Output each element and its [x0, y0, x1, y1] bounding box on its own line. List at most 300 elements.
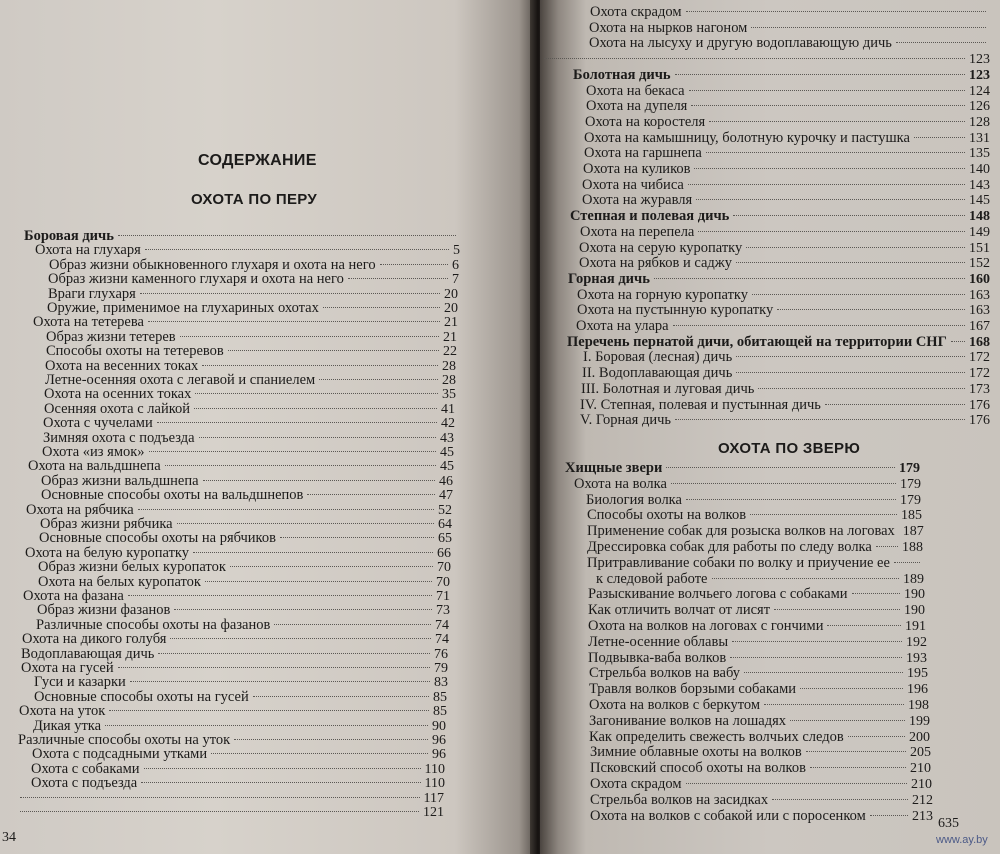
toc-page-number: 148 [969, 209, 990, 225]
toc-page-number: 46 [439, 473, 453, 489]
toc-page-number: 52 [438, 502, 452, 518]
toc-page-number: 20 [444, 301, 458, 316]
toc-entry [577, 287, 990, 304]
dot-leader [800, 688, 903, 689]
dot-leader [746, 247, 965, 248]
dot-leader [675, 74, 965, 75]
toc-entry-title: Охота на фазана [23, 588, 124, 604]
toc-entry-title: Охота на журавля [582, 192, 693, 209]
dot-leader [686, 11, 987, 12]
toc-page-number: 65 [438, 531, 452, 547]
toc-page-number: 74 [435, 617, 449, 633]
toc-entry [583, 349, 990, 366]
toc-entry [585, 114, 990, 131]
toc-entry-title: Образ жизни обыкновенного глухаря и охота на него [49, 256, 376, 273]
dot-leader [319, 379, 438, 380]
dot-leader [230, 566, 433, 567]
toc-entry [586, 83, 990, 100]
toc-page-number: 96 [432, 733, 446, 748]
toc-entry [579, 255, 990, 272]
toc-entry [589, 697, 929, 714]
toc-entry-title: Охота на волков с беркутом [589, 697, 761, 713]
dot-leader [694, 168, 965, 169]
toc-page-number: 28 [442, 373, 456, 388]
dot-leader [896, 42, 986, 43]
toc-entry [590, 808, 933, 825]
dot-leader [170, 638, 431, 639]
toc-page-number: 131 [969, 130, 990, 146]
toc-entry [596, 571, 924, 588]
dot-leader [712, 578, 900, 579]
toc-page-number: 212 [912, 792, 933, 808]
toc-entry-title: Дикая утка [33, 717, 102, 734]
toc-page-number: 200 [909, 729, 930, 745]
toc-entry [584, 130, 990, 147]
toc-entry-title: Охота скрадом [590, 776, 682, 792]
toc-entry-title: Перечень пернатой дичи, обитающей на территории СНГ [567, 333, 947, 350]
toc-entry-title: Разыскивание волчьего логова с собаками [588, 586, 848, 603]
toc-entry [16, 804, 444, 821]
dot-leader [686, 499, 896, 500]
toc-page-number: 47 [439, 488, 453, 504]
toc-entry [580, 412, 990, 429]
toc-page-number: 189 [903, 571, 924, 587]
toc-entry-title: Охота на рябчика [26, 501, 134, 518]
toc-entry [576, 318, 990, 335]
dot-leader [827, 625, 901, 626]
toc-entry [584, 145, 990, 162]
toc-page-number: 205 [910, 745, 931, 761]
toc-page-number: 123 [969, 52, 990, 68]
toc-entry-title: Образ жизни тетерев [46, 328, 176, 345]
toc-entry-title: Зимние облавные охоты на волков [590, 744, 802, 761]
dot-leader [180, 336, 439, 337]
dot-leader [348, 278, 448, 279]
toc-entry [582, 177, 990, 194]
toc-page-number: 117 [423, 790, 444, 806]
toc-entry-title: Охота на серую куропатку [579, 239, 743, 256]
toc-category [568, 271, 990, 288]
toc-entry [589, 729, 930, 746]
toc-entry-title: Биология волка [586, 491, 682, 508]
toc-entry [583, 161, 990, 178]
toc-entry-title: Охота с собаками [31, 760, 140, 777]
toc-entry [587, 555, 924, 572]
toc-page-number: 198 [908, 698, 929, 713]
dot-leader [825, 404, 965, 405]
toc-entry-title: Псковский способ охоты на волков [590, 760, 806, 777]
toc-entry [540, 51, 990, 68]
toc-page-number: 126 [969, 99, 990, 115]
toc-page-number: 167 [969, 319, 990, 334]
toc-entry-title: Охота на дупеля [586, 98, 688, 115]
toc-entry-title: Летне-осенняя охота с легавой и спаниелем [45, 372, 316, 388]
toc-entry [589, 713, 930, 730]
toc-page-number: 22 [443, 344, 457, 360]
toc-entry-title: Подвывка-ваба волков [588, 649, 727, 666]
toc-page-number: 179 [899, 461, 920, 476]
toc-entry-title: Охота на лысуху и другую водоплавающую дичь [589, 35, 892, 52]
dot-leader [158, 653, 430, 654]
toc-page-number: 7 [452, 272, 459, 288]
toc-page-number: 152 [969, 256, 990, 272]
dot-leader [730, 657, 902, 658]
toc-entry-title: Степная и полевая дичь [570, 208, 730, 225]
toc-page-number: 20 [444, 286, 458, 302]
toc-entry-title: Охота с подъезда [31, 775, 138, 792]
section-heading-beast: ОХОТА ПО ЗВЕРЮ [718, 440, 861, 457]
toc-page-number: 163 [969, 287, 990, 303]
dot-leader [706, 152, 965, 153]
toc-page-number: 172 [969, 350, 990, 366]
toc-page-number: 74 [435, 632, 449, 648]
toc-entry [588, 618, 926, 635]
dot-leader [141, 782, 420, 783]
toc-page-number: 70 [437, 560, 451, 576]
dot-leader [380, 264, 448, 265]
toc-page-number: 66 [437, 545, 451, 561]
toc-entry [590, 792, 933, 809]
dot-leader [157, 422, 437, 423]
toc-entry [577, 302, 990, 319]
toc-entry-title: Боровая дичь [24, 228, 114, 244]
dot-leader [138, 509, 434, 510]
toc-entry-title: Охота на улара [576, 318, 669, 334]
toc-page-number: 76 [434, 646, 448, 662]
toc-entry-title: Враги глухаря [48, 285, 136, 302]
toc-entry-title: Охота на чибиса [582, 176, 684, 193]
toc-entry-title: Охота на гаршнепа [584, 145, 702, 162]
dot-leader [666, 467, 895, 468]
toc-entry [590, 776, 932, 793]
toc-entry-title: Охота на весенних токах [45, 357, 199, 374]
toc-page-number: 123 [969, 67, 990, 83]
toc-page-number: 135 [969, 146, 990, 162]
toc-entry-title: к следовой работе [596, 570, 708, 587]
toc-entry-title: Охота на нырков нагоном [589, 19, 748, 36]
dot-leader [696, 199, 965, 200]
toc-entry [587, 523, 922, 540]
dot-leader [228, 350, 439, 351]
dot-leader [274, 624, 431, 625]
dot-leader [852, 593, 900, 594]
toc-page-number: 168 [969, 334, 990, 350]
toc-page-number: 45 [440, 459, 454, 475]
toc-entry-title: Охота на тетерева [33, 314, 144, 331]
toc-entry [587, 507, 922, 524]
toc-entry-title: III. Болотная и луговая дичь [581, 380, 755, 397]
toc-entry-title: Охота на волка [574, 475, 667, 492]
toc-page-number: 199 [909, 713, 930, 729]
page-number-right: 635 [938, 816, 959, 831]
toc-entry [589, 35, 990, 52]
toc-entry-title: Травля волков борзыми собаками [589, 681, 797, 698]
toc-entry-title: Как отличить волчат от лисят [588, 602, 771, 619]
toc-entry [588, 650, 927, 667]
dot-leader [686, 783, 908, 784]
toc-page-number: 71 [436, 589, 450, 604]
dot-leader [751, 27, 986, 28]
toc-page-number: 210 [911, 777, 932, 792]
toc-page-number: 190 [904, 603, 925, 619]
toc-entry-title: Болотная дичь [573, 66, 671, 83]
dot-leader [20, 797, 420, 798]
dot-leader [280, 537, 434, 538]
toc-entry [580, 224, 990, 241]
toc-entry [574, 476, 921, 493]
dot-leader [211, 753, 428, 754]
right-page [540, 0, 1000, 854]
dot-leader [253, 696, 429, 697]
toc-page-number: 64 [438, 517, 452, 532]
toc-page-number: 151 [969, 240, 990, 256]
toc-page-number: 172 [969, 366, 990, 382]
toc-entry-title: Охота на осенних токах [44, 386, 192, 403]
toc-page-number: 85 [433, 689, 447, 705]
dot-leader [689, 90, 965, 91]
dot-leader [790, 720, 905, 721]
toc-entry-title: Различные способы охоты на фазанов [36, 616, 271, 633]
dot-leader [870, 815, 908, 816]
toc-entry [590, 744, 931, 761]
dot-leader [673, 325, 965, 326]
dot-leader [307, 494, 435, 495]
dot-leader [234, 739, 428, 740]
dot-leader [806, 751, 906, 752]
toc-page-number: 42 [441, 416, 455, 432]
toc-entry-title: Различные способы охоты на уток [18, 732, 231, 748]
toc-page-number: 6 [452, 257, 459, 273]
toc-page-number: 21 [443, 329, 457, 345]
toc-category [565, 460, 920, 477]
dot-leader [105, 725, 428, 726]
toc-entry [579, 240, 990, 257]
dot-leader [774, 609, 900, 610]
dot-leader [736, 356, 965, 357]
dot-leader [876, 546, 898, 547]
dot-leader [671, 483, 896, 484]
toc-entry-title: V. Горная дичь [580, 412, 671, 429]
dot-leader [144, 768, 421, 769]
toc-entry-title: Дрессировка собак для работы по следу волка [587, 539, 872, 555]
toc-entry-title: Основные способы охоты на гусей [34, 688, 249, 705]
toc-entry [589, 665, 928, 682]
dot-leader [688, 184, 965, 185]
toc-entry-title: Загонивание волков на лошадях [589, 712, 787, 729]
toc-entry [589, 681, 928, 698]
toc-page-number: 96 [432, 747, 446, 763]
toc-entry-title: Охота на бекаса [586, 82, 685, 99]
dot-leader [128, 595, 432, 596]
dot-leader [149, 451, 436, 452]
toc-page-number: 193 [906, 650, 927, 666]
page-number-left: 34 [2, 830, 16, 845]
toc-entry-title: Гуси и казарки [34, 674, 126, 691]
dot-leader [323, 307, 440, 308]
toc-entry-title: Стрельба волков на вабу [589, 665, 741, 682]
toc-page-number: 41 [441, 401, 455, 417]
toc-entry-title: Охота на глухаря [35, 242, 141, 259]
dot-leader [203, 480, 435, 481]
toc-entry-title: Охота на пустынную куропатку [577, 302, 774, 319]
toc-page-number: 73 [436, 603, 450, 619]
toc-entry [588, 634, 927, 651]
toc-page-number: 28 [442, 358, 456, 374]
toc-page-number: 179 [900, 492, 921, 508]
toc-page-number: 160 [969, 271, 990, 287]
dot-leader [195, 393, 438, 394]
toc-entry-title: Охота на дикого голубя [22, 631, 167, 648]
dot-leader [951, 341, 965, 342]
toc-page-number: 110 [424, 776, 445, 792]
toc-entry-title: IV. Степная, полевая и пустынная дичь [580, 396, 821, 413]
dot-leader [140, 293, 440, 294]
toc-entry-title: Охота на уток [19, 703, 106, 720]
toc-page-number: 110 [424, 761, 445, 777]
toc-page-number: 143 [969, 177, 990, 193]
toc-entry-title: Основные способы охоты на вальдшнепов [41, 487, 304, 504]
toc-entry-title: Охота с подсадными утками [32, 746, 208, 763]
watermark: www.ay.by [936, 834, 988, 846]
toc-page-number: 149 [969, 224, 990, 240]
dot-leader [118, 667, 430, 668]
toc-entry-title: Хищные звери [565, 460, 663, 476]
dot-leader [675, 419, 965, 420]
toc-page-number: 85 [433, 704, 447, 720]
toc-page-number: 140 [969, 162, 990, 177]
toc-entry [589, 20, 990, 37]
toc-page-number: 45 [440, 445, 454, 460]
toc-page-number: 185 [901, 508, 922, 524]
toc-category [573, 67, 990, 84]
dot-leader [148, 321, 440, 322]
toc-entry [587, 539, 923, 556]
toc-page-number: 35 [442, 387, 456, 403]
toc-category [570, 208, 990, 225]
toc-entry-title: Охота на вальдшнепа [28, 458, 161, 475]
dot-leader [698, 231, 965, 232]
toc-entry-title: Охота на камышницу, болотную курочку и пастушка [584, 129, 910, 146]
toc-entry-title: II. Водоплавающая дичь [582, 365, 733, 382]
toc-entry-title: Применение собак для розыска волков на логовах [587, 523, 895, 540]
toc-page-number: 179 [900, 476, 921, 492]
toc-entry [582, 192, 990, 209]
dot-leader [772, 799, 908, 800]
dot-leader [177, 523, 434, 524]
toc-entry [588, 586, 925, 603]
toc-page-number: 210 [910, 761, 931, 777]
toc-page-number: 145 [969, 193, 990, 209]
dot-leader [736, 372, 965, 373]
dot-leader [205, 581, 432, 582]
toc-page-number: 191 [905, 619, 926, 634]
toc-entry-title: Охота на белую куропатку [25, 544, 190, 561]
toc-page-number: 192 [906, 634, 927, 650]
toc-entry-title: Способы охоты на волков [587, 507, 747, 524]
toc-page-number: 195 [907, 666, 928, 682]
toc-page-number: 176 [969, 413, 990, 429]
toc-entry-title: Образ жизни вальдшнепа [41, 472, 199, 489]
toc-entry-title: Охота на белых куропаток [38, 573, 201, 590]
dot-leader [654, 278, 965, 279]
toc-entry-title: Стрельба волков на засидках [590, 791, 769, 808]
toc-entry-title: Охота на коростеля [585, 113, 706, 130]
toc-entry-title: Образ жизни белых куропаток [38, 559, 226, 576]
dot-leader [750, 514, 897, 515]
toc-entry-title: Охота скрадом [590, 4, 682, 20]
dot-leader [732, 641, 902, 642]
toc-entry-title: Охота на волков с собакой или с поросенком [590, 807, 866, 824]
toc-entry-title: Осенняя охота с лайкой [44, 400, 191, 417]
toc-entry-title: Притравливание собаки по волку и приучение ее [587, 554, 890, 571]
dot-leader [777, 309, 965, 310]
toc-entry-title: Водоплавающая дичь [21, 645, 155, 662]
toc-entry-title: Образ жизни рябчика [40, 516, 173, 532]
toc-page-number: 173 [969, 381, 990, 397]
toc-page-number: 190 [904, 587, 925, 603]
toc-page-number: 128 [969, 114, 990, 130]
toc-page-number: 83 [434, 675, 448, 691]
toc-page-number: 79 [434, 661, 448, 676]
toc-entry-title: Летне-осенние облавы [588, 633, 729, 650]
toc-page-number: 187 [902, 524, 924, 540]
dot-leader [894, 562, 920, 563]
dot-leader [118, 235, 456, 236]
section-heading-feather: ОХОТА ПО ПЕРУ [191, 191, 318, 208]
toc-entry-title: Охота с чучелами [43, 415, 153, 432]
toc-page-number: 213 [912, 808, 933, 824]
dot-leader [810, 767, 906, 768]
dot-leader [202, 365, 438, 366]
toc-page-number: 163 [969, 303, 990, 319]
dot-leader [709, 121, 965, 122]
dot-leader [20, 811, 419, 812]
toc-entry-title: Горная дичь [568, 270, 650, 287]
toc-page-number: 176 [969, 397, 990, 413]
dot-leader [744, 672, 903, 673]
toc-entry-title: Как определить свежесть волчьих следов [589, 728, 844, 745]
toc-entry-title: Охота на куликов [583, 161, 691, 177]
dot-leader [733, 215, 965, 216]
toc-page-number: 121 [423, 805, 444, 820]
dot-leader [752, 294, 965, 295]
toc-entry [588, 602, 925, 619]
toc-page-number: 188 [902, 540, 923, 555]
toc-entry-title: Охота на волков на логовах с гончими [588, 618, 824, 634]
toc-category [567, 334, 990, 351]
toc-entry [580, 397, 990, 414]
toc-page-number: 196 [907, 682, 928, 698]
toc-entry [581, 381, 990, 398]
dot-leader [914, 137, 965, 138]
toc-entry [590, 4, 990, 21]
toc-entry-title: Охота на рябков и саджу [579, 255, 733, 272]
dot-leader [199, 437, 436, 438]
toc-entry [582, 365, 990, 382]
toc-entry-title: Образ жизни фазанов [37, 602, 171, 619]
toc-entry-title: Основные способы охоты на рябчиков [39, 530, 276, 547]
dot-leader [174, 609, 432, 610]
toc-page-number: 21 [444, 315, 458, 331]
dot-leader [194, 408, 437, 409]
toc-entry [586, 492, 921, 509]
toc-entry-title: Охота на перепела [580, 223, 695, 240]
toc-entry-title: Охота на горную куропатку [577, 286, 749, 303]
toc-entry-title: Охота «из ямок» [42, 444, 145, 460]
toc-entry-title: Зимняя охота с подъезда [43, 429, 195, 446]
toc-entry-title: Охота на гусей [21, 660, 114, 676]
dot-leader [848, 736, 905, 737]
